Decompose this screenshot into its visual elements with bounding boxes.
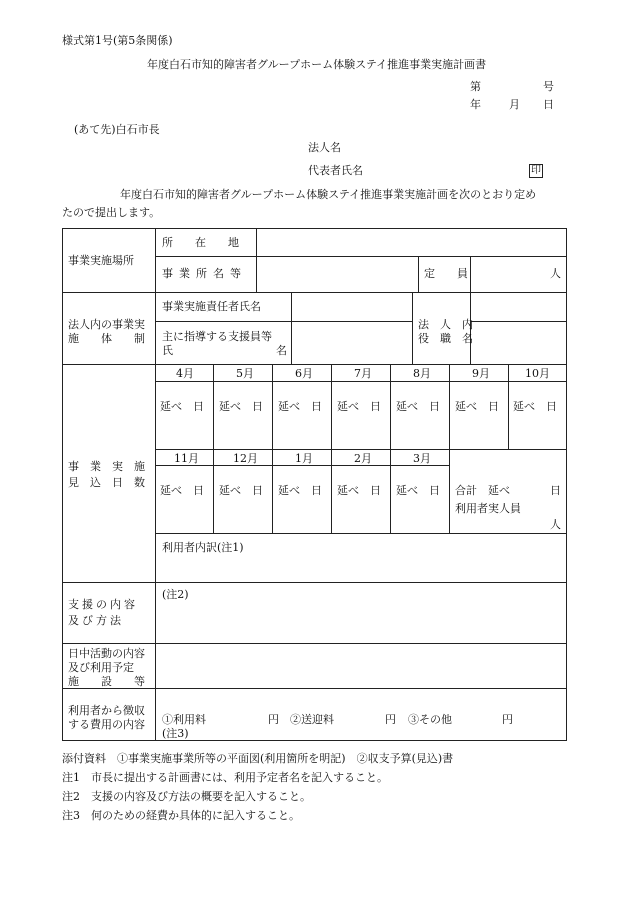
date-year: 年 [470,98,481,111]
cost-item-other: ③その他 [408,713,452,726]
month-header: 4月 [176,367,194,380]
support-label-2: 及び方法 [68,614,124,627]
note-3: 注3 何のための経費か具体的に記入すること。 [62,809,300,822]
days-unit: 延べ 日 [455,400,499,413]
system-label-2: 施 体 制 [68,332,145,345]
month-header: 8月 [413,367,431,380]
number-label-go: 号 [543,80,554,93]
month-header: 2月 [354,452,372,465]
cost-label-2: する費用の内容 [68,718,145,731]
cost-note: (注3) [162,727,189,740]
number-label-dai: 第 [470,80,481,93]
activity-label-1: 日中活動の内容 [68,647,145,660]
intro-line-2: たので提出します。 [62,206,161,219]
cost-yen: 円 [385,713,396,726]
document-title: 年度白石市知的障害者グループホーム体験ステイ推進事業実施計画書 [147,58,487,71]
cost-item-fee: ①利用料 [162,713,206,726]
form-number: 様式第1号(第5条関係) [62,34,173,47]
days-unit: 延べ 日 [219,400,263,413]
seal-mark: 印 [531,165,541,176]
days-unit: 延べ 日 [337,484,381,497]
days-unit: 延べ 日 [278,400,322,413]
month-header: 10月 [525,367,550,380]
office-name-label: 事業所名等 [162,267,247,280]
rep-name-label: 代表者氏名 [308,164,363,177]
cost-label-1: 利用者から徴収 [68,704,145,717]
days-unit: 延べ 日 [160,400,204,413]
real-users-unit: 人 [550,518,561,531]
cost-yen: 円 [268,713,279,726]
days-unit: 延べ 日 [396,400,440,413]
real-users-label: 利用者実人員 [455,502,521,515]
position-label-2: 役 職 名 [418,332,473,345]
days-unit: 延べ 日 [396,484,440,497]
capacity-label: 定 員 [424,267,468,280]
cost-item-transport: ②送迎料 [290,713,334,726]
month-header: 6月 [295,367,313,380]
place-label: 事業実施場所 [68,254,134,267]
days-unit: 延べ 日 [337,400,381,413]
position-label-1: 法 人 内 [418,318,473,331]
intro-line-1: 年度白石市知的障害者グループホーム体験ステイ推進事業実施計画を次のとおり定め [120,188,537,201]
total-label: 合計 延べ [455,484,510,497]
cost-yen: 円 [502,713,513,726]
instructor-label-2a: 氏 [162,344,173,357]
month-header: 9月 [472,367,490,380]
system-label-1: 法人内の事業実 [68,318,145,331]
month-header: 1月 [295,452,313,465]
support-note: (注2) [162,588,189,601]
days-label-1: 事 業 実 施 [68,460,145,473]
instructor-label-1: 主に指導する支援員等 [162,330,272,343]
addressee: (あて先)白石市長 [74,123,160,136]
date-month: 月 [509,98,520,111]
month-header: 5月 [236,367,254,380]
manager-label: 事業実施責任者氏名 [162,300,261,313]
days-unit: 延べ 日 [219,484,263,497]
breakdown-label: 利用者内訳(注1) [162,541,244,554]
attachments: 添付資料 ①事業実施事業所等の平面図(利用箇所を明記) ②収支予算(見込)書 [62,752,454,765]
activity-label-2: 及び利用予定 [68,661,134,674]
month-header: 7月 [354,367,372,380]
days-label-2: 見 込 日 数 [68,476,145,489]
days-unit: 延べ 日 [513,400,557,413]
total-unit: 日 [550,484,561,497]
date-day: 日 [543,98,554,111]
month-header: 3月 [413,452,431,465]
note-2: 注2 支援の内容及び方法の概要を記入すること。 [62,790,311,803]
address-label: 所 在 地 [162,236,239,249]
corp-name-label: 法人名 [308,141,341,154]
month-header: 11月 [174,452,199,465]
activity-label-3: 施 設 等 [68,675,145,688]
days-unit: 延べ 日 [160,484,204,497]
support-label-1: 支援の内容 [68,598,138,611]
instructor-label-2b: 名 [276,344,287,357]
note-1: 注1 市長に提出する計画書には、利用予定者名を記入すること。 [62,771,388,784]
days-unit: 延べ 日 [278,484,322,497]
capacity-unit: 人 [550,267,561,280]
month-header: 12月 [233,452,258,465]
